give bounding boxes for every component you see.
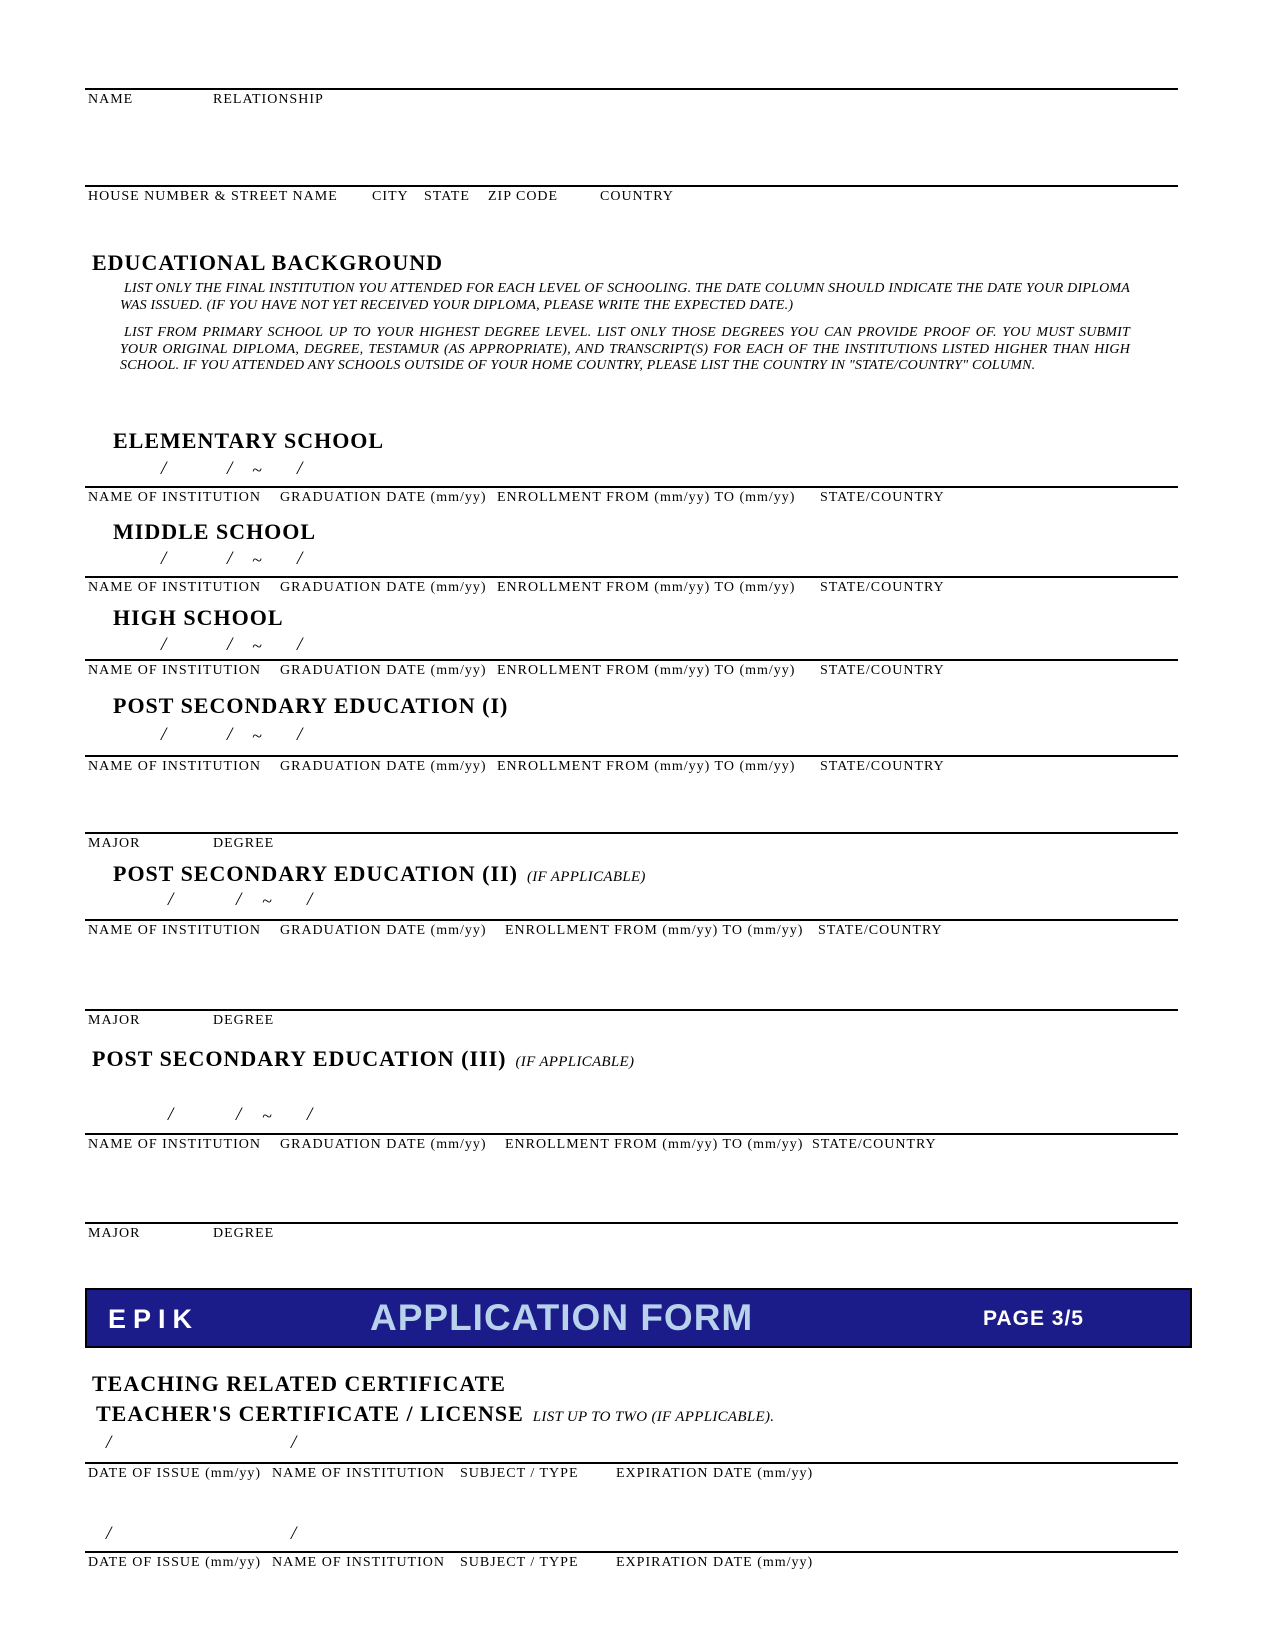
date-slash: /: [307, 889, 313, 910]
date-range-tilde: ~: [262, 891, 272, 911]
date-slash: /: [291, 1432, 297, 1453]
col-state-country-label: STATE/COUNTRY: [818, 923, 943, 938]
col-state-country-label: STATE/COUNTRY: [820, 663, 945, 678]
date-slash: /: [297, 548, 303, 569]
col-institution-label: NAME OF INSTITUTION: [88, 663, 261, 678]
date-slash: /: [106, 1432, 112, 1453]
col-institution-label: NAME OF INSTITUTION: [272, 1466, 445, 1481]
degree-label: DEGREE: [213, 1013, 275, 1028]
date-range-tilde: ~: [252, 726, 262, 746]
degree-label: DEGREE: [213, 1226, 275, 1241]
rule: [85, 486, 1178, 488]
date-slash: /: [297, 458, 303, 479]
col-expiration-label: EXPIRATION DATE (mm/yy): [616, 1555, 814, 1570]
section-title: [92, 1046, 634, 1072]
rule-major: [85, 1222, 1178, 1224]
col-enrollment-label: ENROLLMENT FROM (mm/yy) TO (mm/yy): [505, 923, 804, 938]
col-graduation-label: GRADUATION DATE (mm/yy): [280, 663, 487, 678]
date-range-tilde: ~: [252, 460, 262, 480]
col-expiration-label: EXPIRATION DATE (mm/yy): [616, 1466, 814, 1481]
col-graduation-label: GRADUATION DATE (mm/yy): [280, 490, 487, 505]
col-enrollment-label: ENROLLMENT FROM (mm/yy) TO (mm/yy): [505, 1137, 804, 1152]
col-enrollment-label: ENROLLMENT FROM (mm/yy) TO (mm/yy): [497, 759, 796, 774]
certificate-entry-row-2: [0, 1523, 1275, 1551]
date-entry-row: [0, 458, 1275, 486]
col-graduation-label: GRADUATION DATE (mm/yy): [280, 1137, 487, 1152]
date-entry-row: [0, 724, 1275, 752]
col-enrollment-label: ENROLLMENT FROM (mm/yy) TO (mm/yy): [497, 663, 796, 678]
rule: [85, 1462, 1178, 1464]
date-slash: /: [227, 724, 233, 745]
date-entry-row: [0, 548, 1275, 576]
col-institution-label: NAME OF INSTITUTION: [88, 923, 261, 938]
rule: [85, 755, 1178, 757]
rule: [85, 919, 1178, 921]
date-slash: /: [168, 889, 174, 910]
date-slash: /: [227, 548, 233, 569]
section-title-text: POST SECONDARY EDUCATION (II): [113, 861, 518, 886]
col-enrollment-label: ENROLLMENT FROM (mm/yy) TO (mm/yy): [497, 580, 796, 595]
section-title-text: ELEMENTARY SCHOOL: [113, 428, 385, 453]
col-enrollment-label: ENROLLMENT FROM (mm/yy) TO (mm/yy): [497, 490, 796, 505]
address-zip-label: ZIP CODE: [488, 189, 559, 204]
rule: [85, 1133, 1178, 1135]
date-slash: /: [161, 548, 167, 569]
col-graduation-label: GRADUATION DATE (mm/yy): [280, 580, 487, 595]
col-state-country-label: STATE/COUNTRY: [812, 1137, 937, 1152]
section-title-text: HIGH SCHOOL: [113, 605, 284, 630]
col-institution-label: NAME OF INSTITUTION: [88, 759, 261, 774]
date-slash: /: [307, 1104, 313, 1125]
date-entry-row: [0, 634, 1275, 662]
epik-logo: EPIK: [108, 1304, 200, 1334]
rule-address: [85, 185, 1178, 187]
date-slash: /: [227, 458, 233, 479]
section-title-text: MIDDLE SCHOOL: [113, 519, 317, 544]
col-institution-label: NAME OF INSTITUTION: [88, 580, 261, 595]
educational-background-title-text: EDUCATIONAL BACKGROUND: [92, 250, 444, 275]
date-slash: /: [297, 724, 303, 745]
address-house-label: HOUSE NUMBER & STREET NAME: [88, 189, 338, 204]
col-state-country-label: STATE/COUNTRY: [820, 580, 945, 595]
section-title: [113, 693, 508, 719]
address-country-label: COUNTRY: [600, 189, 674, 204]
col-issue-date-label: DATE OF ISSUE (mm/yy): [88, 1466, 262, 1481]
col-issue-date-label: DATE OF ISSUE (mm/yy): [88, 1555, 262, 1570]
date-slash: /: [161, 458, 167, 479]
col-institution-label: NAME OF INSTITUTION: [272, 1555, 445, 1570]
col-subject-type-label: SUBJECT / TYPE: [460, 1466, 579, 1481]
page-banner: [85, 1288, 1192, 1348]
date-range-tilde: ~: [252, 550, 262, 570]
rule-major: [85, 1009, 1178, 1011]
col-state-country-label: STATE/COUNTRY: [820, 490, 945, 505]
section-title: [113, 861, 646, 887]
teaching-certificate-title: [92, 1371, 506, 1397]
instructions-paragraph-2: LIST FROM PRIMARY SCHOOL UP TO YOUR HIGHEST DEGREE LEVEL. LIST ONLY THOSE DEGREES YOU CAN PROVIDE PROOF OF. YOU MUST SUBMIT YOUR ORIGINAL DIPLOMA, DEGREE, TESTAMUR (AS APPROPRIATE), AND TRANSCRIPT(S) FOR EACH OF THE INSTITUTIONS LISTED HIGHER THAN HIGH SCHOOL. IF YOU ATTENDED ANY SCHOOLS OUTSIDE OF YOUR HOME COUNTRY, PLEASE LIST THE COUNTRY IN "STATE/COUNTRY" COLUMN.: [120, 325, 1130, 373]
section-title-text: POST SECONDARY EDUCATION (I): [113, 693, 509, 718]
degree-label: DEGREE: [213, 836, 275, 851]
address-city-label: CITY: [372, 189, 409, 204]
section-title-text: POST SECONDARY EDUCATION (III): [92, 1046, 507, 1071]
date-slash: /: [106, 1523, 112, 1544]
date-range-tilde: ~: [262, 1106, 272, 1126]
date-slash: /: [236, 889, 242, 910]
teachers-license-note: LIST UP TO TWO (IF APPLICABLE).: [532, 1409, 775, 1425]
date-slash: /: [161, 724, 167, 745]
rule: [85, 659, 1178, 661]
date-range-tilde: ~: [252, 636, 262, 656]
teachers-license-title-text: TEACHER'S CERTIFICATE / LICENSE: [96, 1401, 524, 1426]
banner-title: APPLICATION FORM: [370, 1297, 754, 1338]
date-entry-row: [0, 1104, 1275, 1132]
certificate-entry-row-1: [0, 1432, 1275, 1460]
major-label: MAJOR: [88, 1226, 141, 1241]
col-subject-type-label: SUBJECT / TYPE: [460, 1555, 579, 1570]
date-slash: /: [227, 634, 233, 655]
section-title: [113, 605, 284, 631]
rule-guardian: [85, 88, 1178, 90]
educational-background-title: [92, 250, 443, 276]
section-title-note: (IF APPLICABLE): [526, 869, 646, 885]
instructions-paragraph-1: LIST ONLY THE FINAL INSTITUTION YOU ATTENDED FOR EACH LEVEL OF SCHOOLING. THE DATE COLUMN SHOULD INDICATE THE DATE YOUR DIPLOMA WAS ISSUED. (IF YOU HAVE NOT YET RECEIVED YOUR DIPLOMA, PLEASE WRITE THE EXPECTED DATE.): [120, 281, 1130, 313]
date-slash: /: [236, 1104, 242, 1125]
date-slash: /: [297, 634, 303, 655]
col-graduation-label: GRADUATION DATE (mm/yy): [280, 759, 487, 774]
date-slash: /: [161, 634, 167, 655]
col-institution-label: NAME OF INSTITUTION: [88, 1137, 261, 1152]
rule-major: [85, 832, 1178, 834]
date-slash: /: [291, 1523, 297, 1544]
section-title: [113, 428, 384, 454]
guardian-name-label: NAME: [88, 92, 134, 107]
date-slash: /: [168, 1104, 174, 1125]
col-graduation-label: GRADUATION DATE (mm/yy): [280, 923, 487, 938]
col-institution-label: NAME OF INSTITUTION: [88, 490, 261, 505]
teachers-license-title: [96, 1401, 774, 1427]
date-entry-row: [0, 889, 1275, 917]
section-title: [113, 519, 316, 545]
teaching-certificate-title-text: TEACHING RELATED CERTIFICATE: [92, 1371, 506, 1396]
rule: [85, 1551, 1178, 1553]
major-label: MAJOR: [88, 836, 141, 851]
page-indicator: PAGE 3/5: [983, 1307, 1084, 1330]
section-title-note: (IF APPLICABLE): [515, 1054, 635, 1070]
rule: [85, 576, 1178, 578]
guardian-relationship-label: RELATIONSHIP: [213, 92, 324, 107]
address-state-label: STATE: [424, 189, 470, 204]
major-label: MAJOR: [88, 1013, 141, 1028]
col-state-country-label: STATE/COUNTRY: [820, 759, 945, 774]
